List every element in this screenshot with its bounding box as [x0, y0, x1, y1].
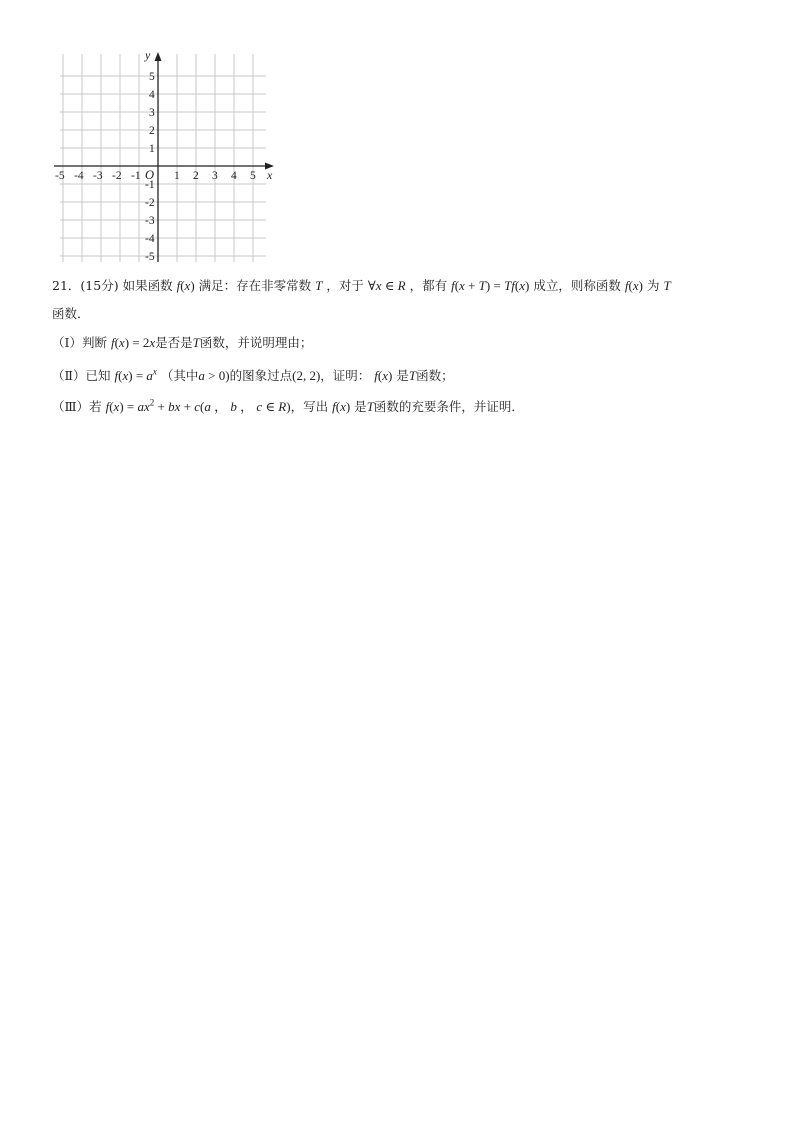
math-fx: f(x)	[374, 368, 393, 383]
y-tick-label: 4	[149, 89, 155, 101]
x-tick-label: 4	[231, 170, 237, 182]
math-fx-equals-2x: f(x) = 2x	[110, 335, 156, 350]
y-tick-label: 3	[149, 107, 155, 119]
part-2-text-f: 函数；	[416, 368, 454, 383]
part-3-text-c: 是	[354, 399, 367, 414]
coordinate-grid-figure	[52, 48, 282, 270]
x-tick-label: 5	[250, 170, 256, 182]
problem-number: 21．(15分)	[52, 278, 119, 293]
math-T: T	[366, 399, 374, 414]
part-2-text-b: （其中	[160, 368, 199, 383]
math-quadratic: $f(x) = ax^2$ + bx + c(a ， b ， c ∈ R)	[105, 397, 291, 414]
y-tick-label: -3	[145, 215, 155, 227]
y-axis-arrow	[155, 52, 162, 61]
y-axis-label: y	[145, 48, 151, 62]
part-2-text-c: 的图象过点	[229, 368, 293, 383]
math-fx: f(x)	[176, 278, 195, 293]
part-2-label: （Ⅱ）	[52, 368, 86, 383]
x-tick-labels	[55, 170, 256, 182]
y-tick-label: -2	[145, 197, 155, 209]
y-tick-labels	[145, 71, 155, 263]
part-1-text-a: 判断	[81, 335, 107, 350]
math-fx: f(x)	[332, 399, 351, 414]
part-1-text-b: 是否是	[155, 335, 193, 350]
y-tick-label: 5	[149, 71, 155, 83]
y-tick-label: 1	[149, 143, 155, 155]
stem-text-2: 满足：存在非零常数	[198, 278, 312, 293]
stem-text-4: ，都有	[409, 278, 448, 293]
x-tick-label: 2	[193, 170, 199, 182]
part-1-label: （Ⅰ）	[52, 335, 82, 350]
part-1-text-c: 函数，并说明理由；	[199, 335, 313, 350]
y-tick-label: -4	[145, 233, 155, 245]
part-2-text-e: 是	[396, 368, 409, 383]
x-tick-label: -3	[93, 170, 103, 182]
part-3-text-d: 函数的充要条件，并证明．	[373, 399, 524, 414]
stem-line-2: 函数．	[52, 306, 90, 321]
grid-lines	[60, 54, 266, 262]
math-T: T	[192, 335, 200, 350]
part-1	[52, 333, 752, 353]
math-T: T	[408, 368, 417, 383]
part-3	[52, 397, 752, 417]
x-tick-label: 1	[174, 170, 180, 182]
y-tick-label: -5	[145, 251, 155, 263]
part-2-text-d: ，证明：	[320, 368, 371, 383]
math-a-gt-0: a > 0)	[198, 368, 230, 383]
x-tick-label: -4	[74, 170, 84, 182]
problem-stem-line-2	[52, 304, 752, 324]
math-T: T	[315, 278, 323, 293]
math-T: T	[663, 278, 671, 293]
part-3-text-b: ，写出	[290, 399, 329, 414]
problem-stem-line-1	[52, 276, 752, 296]
y-tick-label: 2	[149, 125, 155, 137]
math-fx: f(x)	[624, 278, 643, 293]
math-fx-equals-a-pow-x: $f(x) = a^x$	[114, 366, 157, 383]
x-tick-label: -2	[112, 170, 122, 182]
y-tick-label: -1	[145, 179, 155, 191]
part-2	[52, 366, 752, 386]
coordinate-grid	[52, 48, 282, 270]
part-2-text-a: 已知	[85, 368, 111, 383]
x-axis-label: x	[267, 168, 273, 182]
stem-text-6: 为	[646, 278, 660, 293]
x-tick-label: 3	[212, 170, 218, 182]
x-tick-label: -1	[131, 170, 141, 182]
math-functional-equation: f(x + T) = Tf(x)	[451, 278, 530, 293]
stem-text-1: 如果函数	[122, 278, 173, 293]
stem-text-5: 成立，则称函数	[533, 278, 621, 293]
part-3-text-a: 若	[89, 399, 102, 414]
x-tick-label: -5	[55, 170, 65, 182]
math-point-2-2: (2, 2)	[292, 368, 321, 383]
part-3-label: （Ⅲ）	[52, 399, 90, 414]
stem-text-3: ，对于	[326, 278, 364, 293]
origin-label: O	[145, 168, 155, 182]
math-forall-x-in-R: ∀x ∈ R	[367, 278, 406, 293]
